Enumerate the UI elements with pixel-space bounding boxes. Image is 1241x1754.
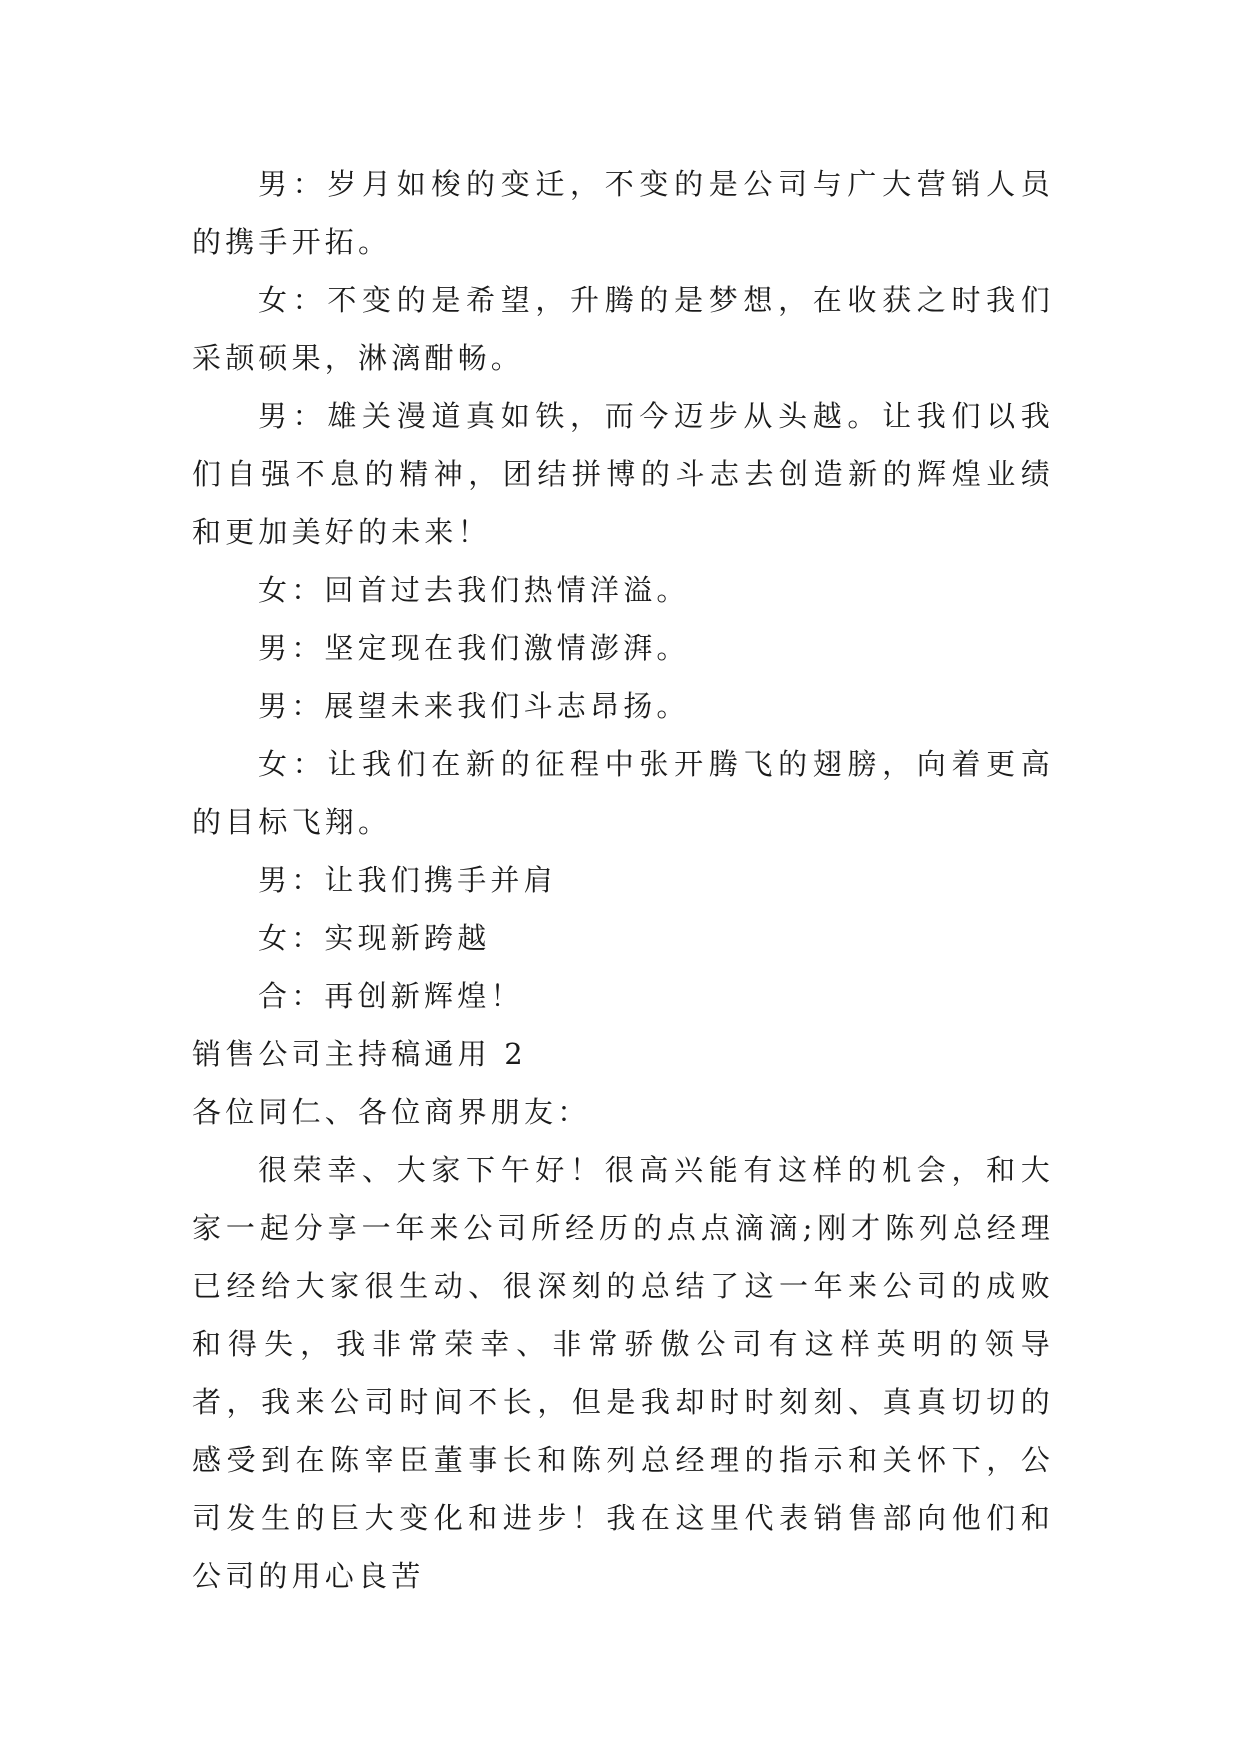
body-paragraph: 很荣幸、大家下午好！很高兴能有这样的机会，和大家一起分享一年来公司所经历的点点滴滴;刚才陈列总经理已经给大家很生动、很深刻的总结了这一年来公司的成败和得失，我非常荣幸、非常骄傲公司有这样英明的领导者，我来公司时间不长，但是我却时时刻刻、真真切切的感受到在陈宰臣董事长和陈列总经理的指示和关怀下，公司发生的巨大变化和进步！我在这里代表销售部向他们和公司的用心良苦 [192,1153,1054,1593]
dialogue-paragraph: 女：不变的是希望，升腾的是梦想，在收获之时我们采颉硕果，淋漓酣畅。 [192,283,1054,375]
dialogue-paragraph: 男：坚定现在我们激情澎湃。 [258,631,690,665]
dialogue-paragraph: 合：再创新辉煌！ [258,979,524,1013]
dialogue-paragraph: 女：实现新跨越 [258,921,491,955]
dialogue-paragraph: 男：让我们携手并肩 [258,863,557,897]
document-body [192,155,1054,1605]
section-title: 销售公司主持稿通用 2 [192,1037,527,1071]
dialogue-paragraph: 男：雄关漫道真如铁，而今迈步从头越。让我们以我们自强不息的精神，团结拼博的斗志去创造新的辉煌业绩和更加美好的未来！ [192,399,1054,549]
salutation: 各位同仁、各位商界朋友： [192,1095,591,1129]
dialogue-paragraph: 女：回首过去我们热情洋溢。 [258,573,690,607]
dialogue-paragraph: 女：让我们在新的征程中张开腾飞的翅膀，向着更高的目标飞翔。 [192,747,1054,839]
dialogue-paragraph: 男：岁月如梭的变迁，不变的是公司与广大营销人员的携手开拓。 [192,167,1054,259]
dialogue-paragraph: 男：展望未来我们斗志昂扬。 [258,689,690,723]
